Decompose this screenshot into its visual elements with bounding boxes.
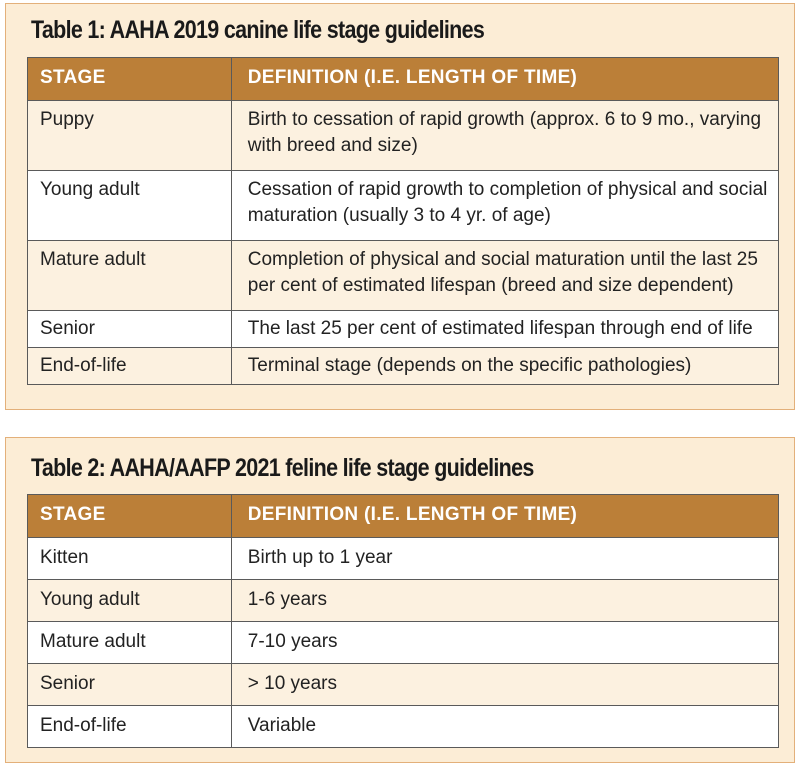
table-row — [28, 311, 779, 348]
table-2-title: Table 2: AAHA/AAFP 2021 feline life stage guidelines — [31, 454, 534, 482]
definition-cell: > 10 years — [231, 664, 778, 706]
definition-cell: Birth up to 1 year — [231, 538, 778, 580]
canine-guidelines-panel — [5, 3, 795, 410]
stage-cell: Young adult — [28, 171, 232, 241]
table-row — [28, 580, 779, 622]
definition-cell: 7-10 years — [231, 622, 778, 664]
stage-column-header: STAGE — [28, 495, 232, 538]
definition-cell: The last 25 per cent of estimated lifespan through end of life — [231, 311, 778, 348]
table-row — [28, 101, 779, 171]
table-row — [28, 538, 779, 580]
feline-life-stage-table — [27, 494, 779, 748]
table-row — [28, 622, 779, 664]
definition-cell: Terminal stage (depends on the specific pathologies) — [231, 348, 778, 385]
table-row — [28, 171, 779, 241]
definition-column-header: DEFINITION (I.E. LENGTH OF TIME) — [231, 495, 778, 538]
definition-cell: Completion of physical and social maturation until the last 25 per cent of estimated lifespan (breed and size dependent) — [231, 241, 778, 311]
table-header-row — [28, 495, 779, 538]
stage-cell: Mature adult — [28, 622, 232, 664]
canine-life-stage-table — [27, 57, 779, 385]
stage-cell: End-of-life — [28, 348, 232, 385]
feline-guidelines-panel — [5, 437, 795, 763]
stage-cell: End-of-life — [28, 706, 232, 748]
definition-cell: 1-6 years — [231, 580, 778, 622]
definition-column-header: DEFINITION (I.E. LENGTH OF TIME) — [231, 58, 778, 101]
stage-cell: Young adult — [28, 580, 232, 622]
table-row — [28, 241, 779, 311]
stage-cell: Senior — [28, 311, 232, 348]
definition-cell: Cessation of rapid growth to completion of physical and social maturation (usually 3 to 4 yr. of age) — [231, 171, 778, 241]
table-1-title: Table 1: AAHA 2019 canine life stage guidelines — [31, 16, 485, 44]
stage-cell: Puppy — [28, 101, 232, 171]
stage-cell: Kitten — [28, 538, 232, 580]
definition-cell: Variable — [231, 706, 778, 748]
stage-cell: Senior — [28, 664, 232, 706]
definition-cell: Birth to cessation of rapid growth (approx. 6 to 9 mo., varying with breed and size) — [231, 101, 778, 171]
table-row — [28, 348, 779, 385]
stage-cell: Mature adult — [28, 241, 232, 311]
table-row — [28, 706, 779, 748]
table-header-row — [28, 58, 779, 101]
table-row — [28, 664, 779, 706]
stage-column-header: STAGE — [28, 58, 232, 101]
